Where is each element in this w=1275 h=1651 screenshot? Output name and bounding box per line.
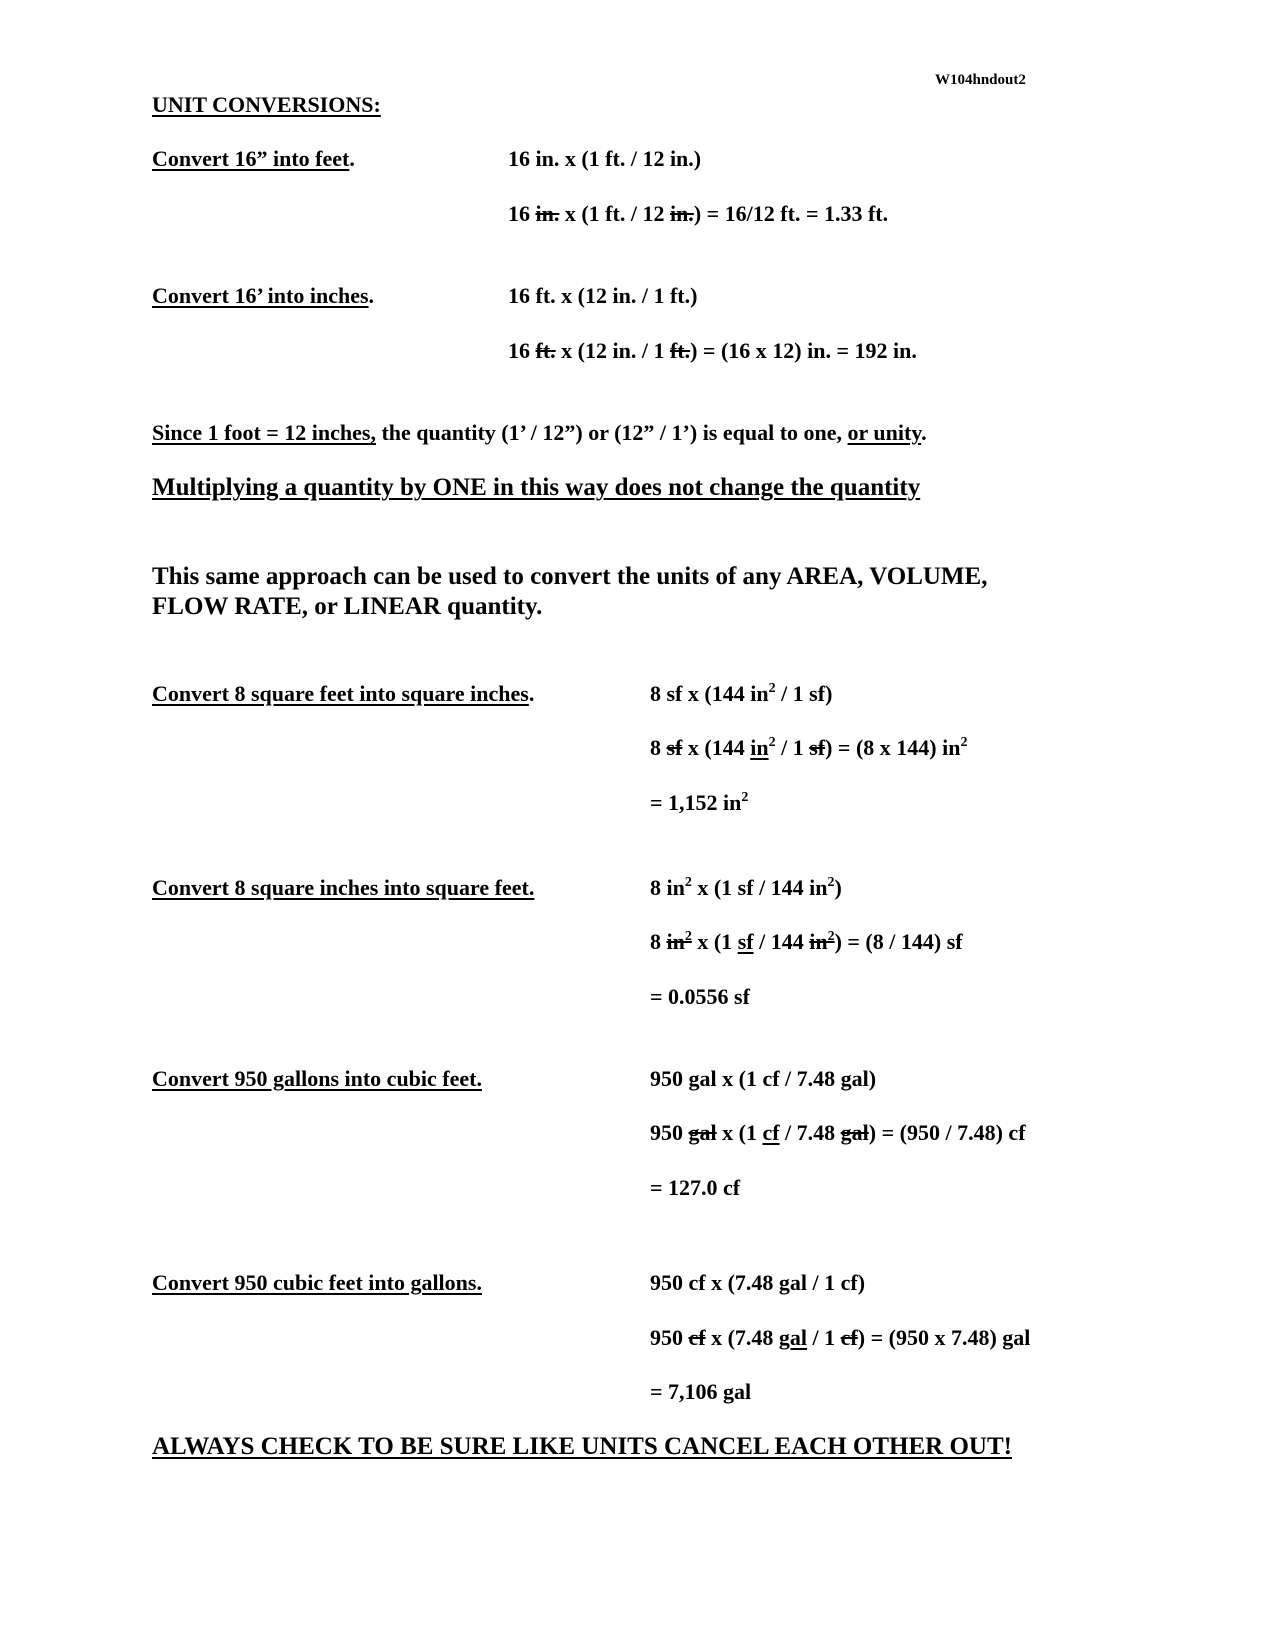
- approach-line-2: FLOW RATE, or LINEAR quantity.: [152, 593, 543, 620]
- example-5-step-2: [650, 1120, 1026, 1146]
- example-6-step-1: 950 cf x (7.48 gal / 1 cf): [650, 1270, 866, 1295]
- seg: ) = (8 x 144) in: [825, 735, 961, 760]
- exponent: 2: [768, 735, 776, 750]
- seg: ) = (16 x 12) in. = 192 in.: [690, 338, 917, 363]
- unit-text: in: [809, 929, 828, 954]
- seg: / 1 sf): [775, 681, 833, 706]
- cancelled-unit: in.: [669, 201, 694, 226]
- cancelled-unit: [809, 929, 834, 954]
- kept-unit: in: [750, 735, 769, 760]
- seg: x (1: [691, 929, 738, 954]
- seg: 950: [650, 1325, 689, 1350]
- seg: / 1: [807, 1325, 841, 1350]
- cancelled-unit: in.: [535, 201, 560, 226]
- exponent: 2: [741, 790, 749, 805]
- example-4-result: = 0.0556 sf: [650, 984, 750, 1009]
- seg: x (7.48: [705, 1325, 779, 1350]
- example-4-step-2: [650, 929, 963, 955]
- multiply-note: Multiplying a quantity by ONE in this way does not change the quantity: [152, 474, 921, 501]
- seg: 8: [650, 735, 667, 760]
- example-2-step-2: [508, 338, 917, 364]
- seg: the quantity (1’ / 12”) or (12” / 1’) is equal to one,: [375, 420, 848, 445]
- unity-word: or unity: [847, 420, 922, 445]
- example-4-title: Convert 8 square inches into square feet.: [152, 875, 535, 900]
- example-2-title: [152, 283, 374, 309]
- exponent: 2: [960, 735, 968, 750]
- seg: x (1 sf / 144 in: [691, 875, 828, 900]
- example-3-result: [650, 790, 748, 816]
- seg: ): [834, 875, 842, 900]
- example-1-title: [152, 146, 355, 172]
- seg: / 144: [753, 929, 810, 954]
- unity-premise: Since 1 foot = 12 inches,: [152, 420, 376, 445]
- seg: 8: [650, 929, 667, 954]
- kept-unit: sf: [737, 929, 754, 954]
- cancelled-unit: ft.: [535, 338, 556, 363]
- example-3-title: [152, 681, 534, 707]
- seg: ) = (950 x 7.48) gal: [857, 1325, 1031, 1350]
- seg: 16: [508, 201, 536, 226]
- example-6-step-2: [650, 1325, 1030, 1351]
- example-5-title: Convert 950 gallons into cubic feet.: [152, 1066, 482, 1091]
- seg: / 7.48: [779, 1120, 841, 1145]
- example-2-step-1: 16 ft. x (12 in. / 1 ft.): [508, 283, 698, 308]
- exponent: 2: [684, 929, 692, 944]
- page-heading: UNIT CONVERSIONS:: [152, 92, 381, 117]
- unity-statement: [152, 420, 927, 446]
- seg: 16: [508, 338, 536, 363]
- seg: x (1: [716, 1120, 763, 1145]
- cancelled-unit: cf: [688, 1325, 706, 1350]
- example-5-step-1: 950 gal x (1 cf / 7.48 gal): [650, 1066, 877, 1091]
- example-1-title-text: Convert 16” into feet: [152, 146, 350, 171]
- seg: .: [921, 420, 927, 445]
- cancelled-unit: sf: [666, 735, 683, 760]
- exponent: 2: [768, 681, 776, 696]
- example-1-step-2: [508, 201, 888, 227]
- example-1-title-period: .: [349, 146, 355, 171]
- seg: x (1 ft. / 12: [559, 201, 670, 226]
- example-2-title-text: Convert 16’ into inches: [152, 283, 369, 308]
- cancelled-unit: gal: [688, 1120, 717, 1145]
- document-id: W104hndout2: [935, 72, 1026, 88]
- seg: x (12 in. / 1: [555, 338, 670, 363]
- seg: ) = 16/12 ft. = 1.33 ft.: [693, 201, 889, 226]
- seg: = 1,152 in: [650, 790, 742, 815]
- example-3-step-2: [650, 735, 967, 761]
- seg: 950: [650, 1120, 689, 1145]
- exponent: 2: [827, 929, 835, 944]
- exponent: 2: [684, 875, 692, 890]
- example-3-title-text: Convert 8 square feet into square inches: [152, 681, 529, 706]
- example-6-result: = 7,106 gal: [650, 1379, 752, 1404]
- seg: 8 sf x (144 in: [650, 681, 769, 706]
- closing-warning: ALWAYS CHECK TO BE SURE LIKE UNITS CANCEL EACH OTHER OUT!: [152, 1433, 1012, 1460]
- seg: ) = (8 / 144) sf: [834, 929, 963, 954]
- approach-line-1: This same approach can be used to convert the units of any AREA, VOLUME,: [152, 563, 988, 590]
- example-3-step-1: [650, 681, 832, 707]
- seg: / 1: [775, 735, 810, 760]
- seg: ) = (950 / 7.48) cf: [868, 1120, 1026, 1145]
- seg: 8 in: [650, 875, 685, 900]
- kept-unit: gal: [778, 1325, 808, 1350]
- example-4-step-1: [650, 875, 842, 901]
- cancelled-unit: [667, 929, 692, 954]
- example-6-title: Convert 950 cubic feet into gallons.: [152, 1270, 482, 1295]
- example-2-title-period: .: [368, 283, 375, 308]
- cancelled-unit: gal: [840, 1120, 869, 1145]
- seg: x (144: [682, 735, 751, 760]
- example-5-result: = 127.0 cf: [650, 1175, 741, 1200]
- kept-unit: cf: [762, 1120, 780, 1145]
- unit-text: in: [666, 929, 685, 954]
- cancelled-unit: cf: [840, 1325, 858, 1350]
- cancelled-unit: sf: [809, 735, 826, 760]
- cancelled-unit: ft.: [669, 338, 691, 363]
- exponent: 2: [827, 875, 835, 890]
- example-3-title-period: .: [528, 681, 535, 706]
- example-1-step-1: 16 in. x (1 ft. / 12 in.): [508, 146, 702, 171]
